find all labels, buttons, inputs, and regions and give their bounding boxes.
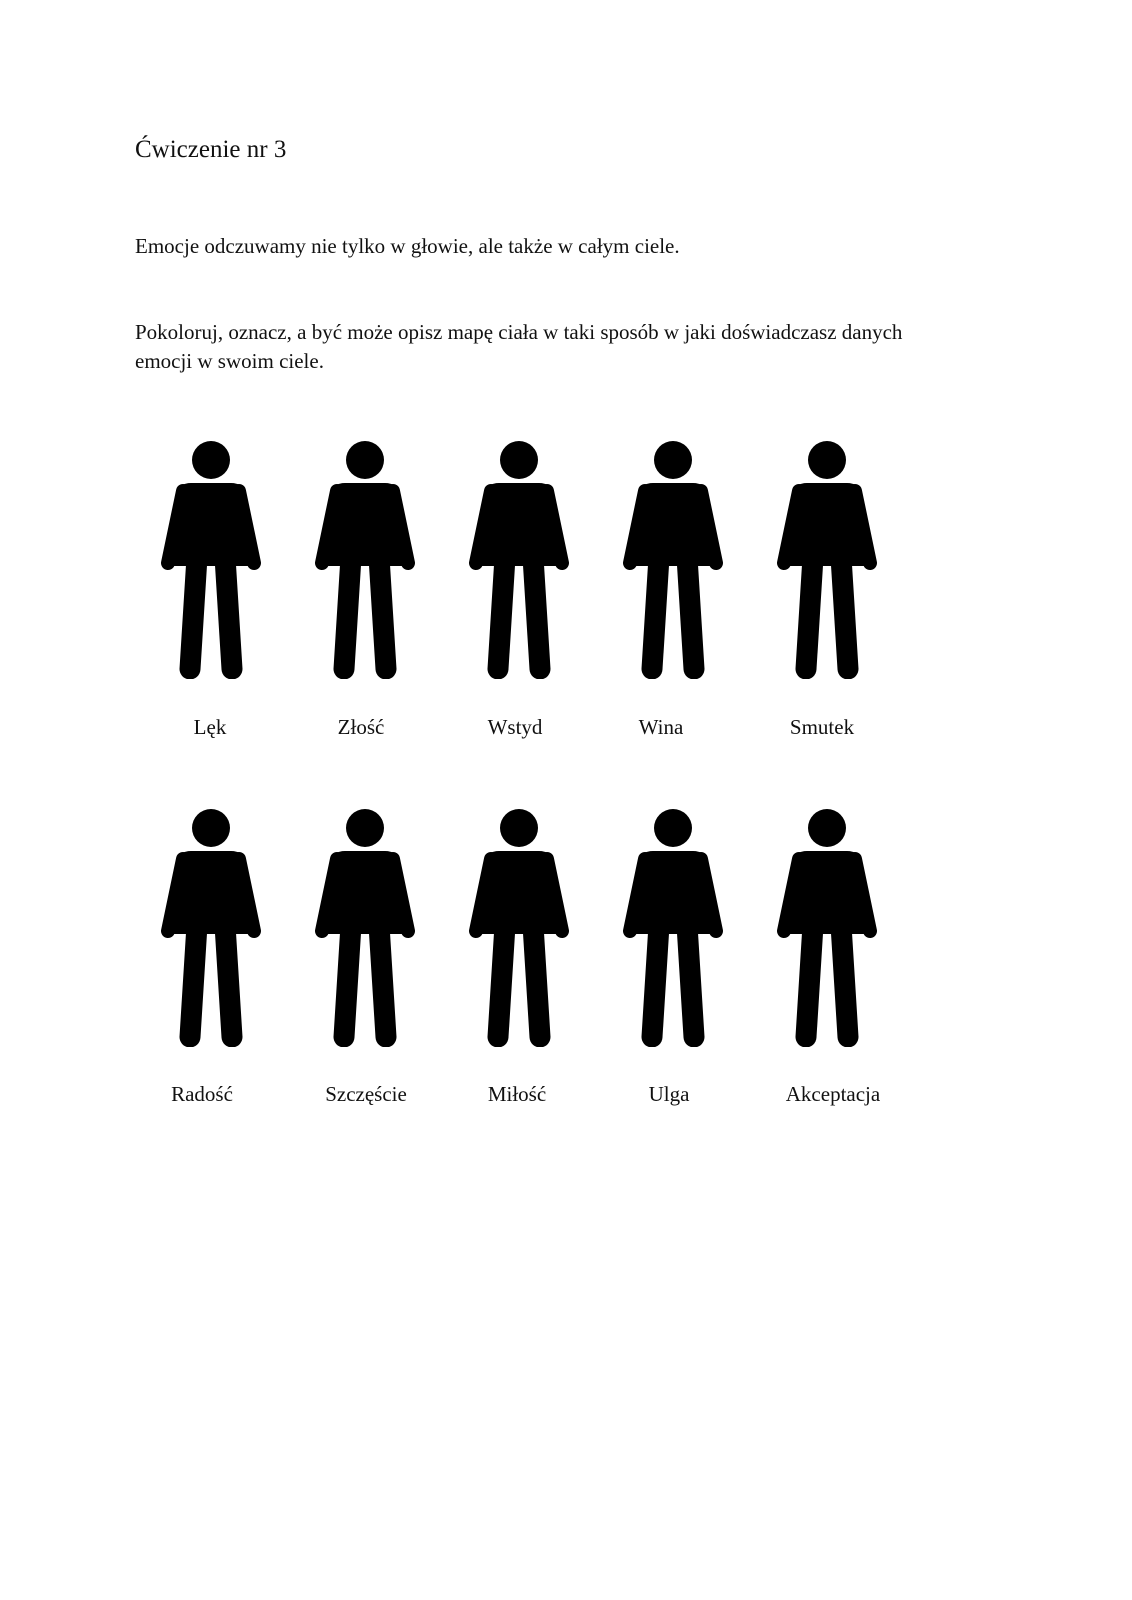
emotion-label: Smutek: [789, 715, 855, 739]
emotion-label: Miłość: [487, 1082, 547, 1106]
instruction-paragraph: [135, 318, 1015, 376]
person-silhouette-icon: [467, 441, 571, 679]
person-silhouette-icon: [621, 441, 725, 679]
person-silhouette-icon: [775, 441, 879, 679]
person-silhouette-icon: [621, 809, 725, 1047]
person-silhouette-icon: [159, 441, 263, 679]
emotion-label: Ulga: [648, 1082, 690, 1106]
emotion-label: Akceptacja: [785, 1082, 881, 1106]
person-silhouette-icon: [467, 809, 571, 1047]
person-silhouette-icon: [313, 441, 417, 679]
person-silhouette-icon: [159, 809, 263, 1047]
emotion-label: Radość: [171, 1082, 233, 1106]
emotion-label: Złość: [337, 715, 385, 739]
emotion-label: Wina: [638, 715, 684, 739]
person-silhouette-icon: [313, 809, 417, 1047]
emotion-label: Szczęście: [325, 1082, 407, 1106]
emotion-label: Wstyd: [487, 715, 543, 739]
person-silhouette-icon: [775, 809, 879, 1047]
instruction-line-1: Pokoloruj, oznacz, a być może opisz mapę ciała w taki sposób w jaki doświadczasz danych: [135, 320, 903, 344]
page-title: Ćwiczenie nr 3: [135, 136, 287, 163]
emotion-label: Lęk: [193, 715, 227, 739]
intro-paragraph: Emocje odczuwamy nie tylko w głowie, ale także w całym ciele.: [135, 234, 680, 258]
instruction-line-2: emocji w swoim ciele.: [135, 349, 324, 373]
